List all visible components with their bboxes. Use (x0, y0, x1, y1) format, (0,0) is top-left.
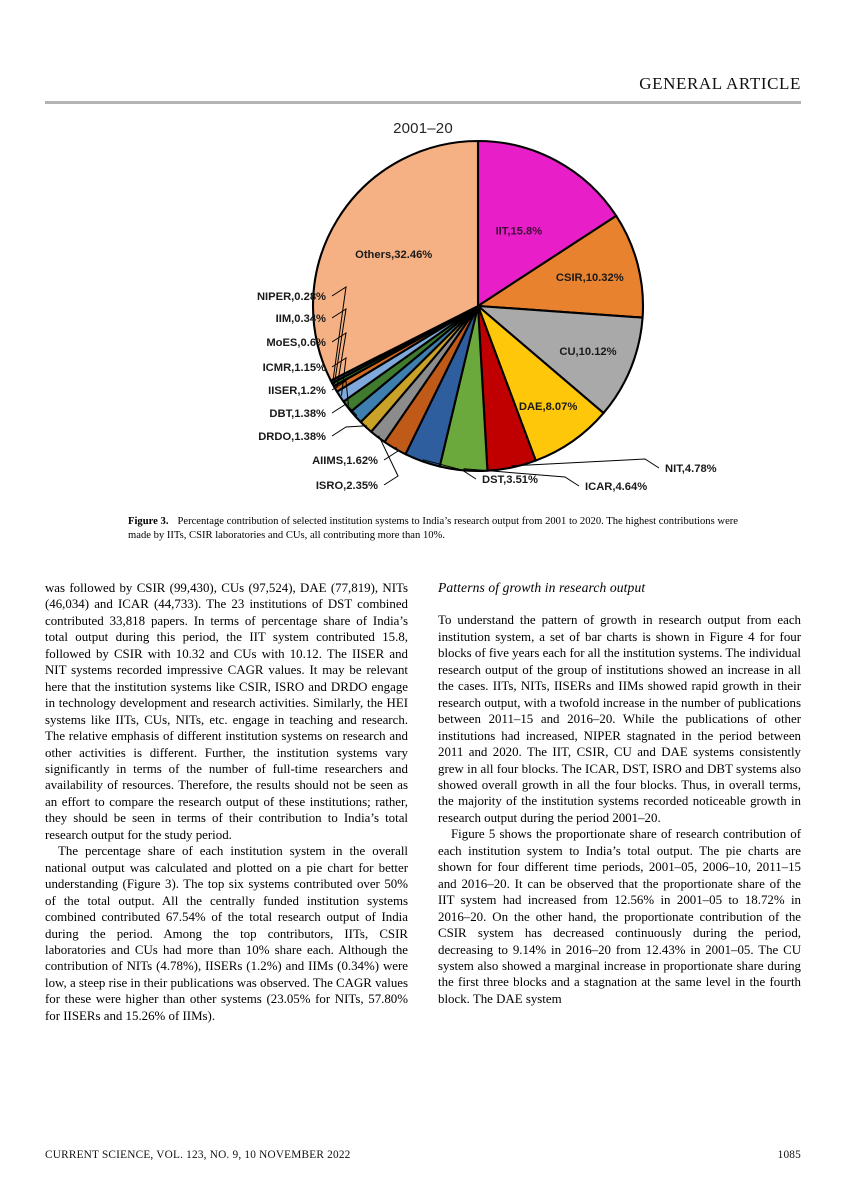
pie-leader-drdo (332, 426, 367, 436)
body-column-left (45, 580, 408, 1024)
paragraph: was followed by CSIR (99,430), CUs (97,524), DAE (77,819), NITs (46,034) and ICAR (44,733). The 23 institutions of DST combined contributed 33,818 papers. In terms of percentage share of India’s total output during this period, the IIT system contributed 15.8, followed by CSIR with 10.32 and CUs with 10.12. The IISER and NIT systems recorded impressive CAGR values. It may be relevant here that the institution systems like CSIR, ISRO and DRDO engage in technology development and research activities. Similarly, the HEI systems like IITs, CUs, NITs, etc. engage in teaching and research. The relative emphasis of different institution systems on research and other activities is different. Further, the institution systems vary significantly in terms of the number of full-time researchers and availability of resources. Therefore, the results should not be seen as an effort to compare the research output of these institutions; rather, they should be seen in terms of their contribution to India’s total research output for the study period. (45, 581, 408, 842)
pie-label-niper: NIPER,0.28% (256, 291, 326, 303)
figure-caption-text: Percentage contribution of selected institution systems to India’s research output from 2001 to 2020. The highest contributions were made by IITs, CSIR laboratories and CUs, all contributing more than 10%. (128, 516, 738, 542)
pie-label-dst: DST,3.51% (482, 474, 538, 486)
pie-label-isro: ISRO,2.35% (315, 480, 378, 492)
paragraph: The percentage share of each institution system in the overall national output was calculated and plotted on a pie chart for better understanding (Figure 3). The top six systems contributed over 50% of the total output. All the centrally funded institution systems combined contributed 67.54% of the total research output of India during the period. Among the top contributors, IITs, CSIR laboratories and CUs had more than 10% share each. Although the contribution of NITs (4.78%), IISERs (1.2%) and IIMs (0.34%) were low, a steep rise in their publications was observed. The CAGR values for these were higher than other systems (23.05% for NITs, 57.80% for IISERs and 15.26% of IIMs). (45, 844, 409, 1023)
pie-label-dae: DAE,8.07% (518, 401, 578, 413)
pie-label-iiser: IISER,1.2% (268, 385, 326, 397)
chart-title: 2001–20 (393, 120, 453, 137)
journal-citation: CURRENT SCIENCE, VOL. 123, NO. 9, 10 NOVEMBER 2022 (45, 1149, 351, 1161)
pie-label-drdo: DRDO,1.38% (258, 431, 326, 443)
pie-label-dbt: DBT,1.38% (269, 408, 326, 420)
header-rule (45, 101, 801, 104)
paragraph: Figure 5 shows the proportionate share of research contribution of each institution system to India’s total output. The pie charts are shown for four different time periods, 2001–05, 2006–10, 2011–15 and 2016–20. It can be observed that the proportionate share of the IIT system had increased from 12.56% in 2001–05 to 18.72% in 2016–20. On the other hand, the proportionate contribution of the CSIR system has decreased continuously during the period, decreasing to 9.14% in 2016–20 from 12.43% in 2001–05. The CU system also showed a marginal increase in proportionate share during the first three blocks and a stagnation at the same level in the fourth block. The DAE system (438, 827, 801, 1006)
pie-label-nit: NIT,4.78% (665, 463, 717, 475)
section-heading: Patterns of growth in research output (438, 580, 646, 595)
pie-label-icmr: ICMR,1.15% (262, 362, 326, 374)
figure-3 (45, 106, 801, 531)
page-footer (45, 1149, 801, 1165)
pie-chart (45, 106, 801, 526)
page-number: 1085 (777, 1149, 801, 1161)
pie-label-aiims: AIIMS,1.62% (312, 455, 378, 467)
paragraph: To understand the pattern of growth in research output from each institution system, a set of bar charts is shown in Figure 4 for four blocks of five years each for all the institution systems. The individual research output of the group of institutions showed an increase in all the cases. IITs, NITs, IISERs and IIMs showed rapid growth in their research output, with a twofold increase in the number of publications between 2011–15 and 2016–20. While the publications of other institutions had increased, NIPER stagnated in the period between 2011 and 2020. The IIT, CSIR, CU and DAE systems consistently grew in all four blocks. The ICAR, DST, ISRO and DBT systems also showed overall growth in all the four blocks. Thus, in overall terms, the majority of the institution systems recorded noticeable growth in research output during the period 2001–20. (438, 613, 801, 825)
pie-label-others: Others,32.46% (355, 249, 433, 262)
pie-chart-svg (45, 106, 801, 526)
pie-label-iim: IIM,0.34% (275, 313, 326, 325)
figure-caption (128, 515, 738, 544)
pie-label-moes: MoES,0.6% (266, 337, 326, 349)
body-column-right (438, 580, 801, 1007)
running-head: GENERAL ARTICLE (639, 74, 801, 93)
pie-label-cu: CU,10.12% (559, 346, 617, 358)
figure-caption-label: Figure 3. (128, 516, 169, 527)
pie-label-csir: CSIR,10.32% (555, 272, 624, 284)
pie-label-icar: ICAR,4.64% (585, 481, 648, 493)
pie-label-iit: IIT,15.8% (495, 225, 543, 238)
